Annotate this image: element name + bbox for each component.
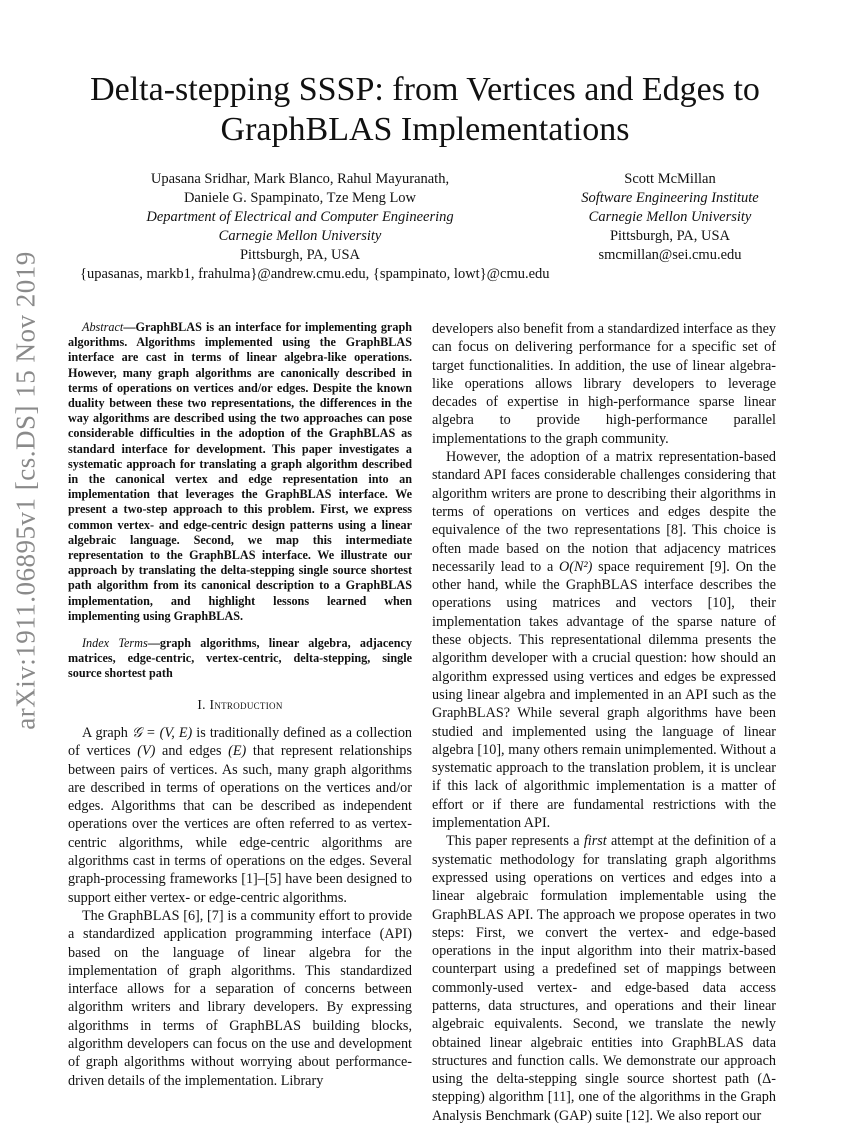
intro-p5-text-a: This paper represents a bbox=[446, 833, 584, 850]
author-university-sei: Carnegie Mellon University bbox=[588, 209, 752, 225]
intro-p1-text-b: is traditionally defined as a collection of vertices bbox=[68, 724, 413, 760]
author-name-sei: Scott McMillan bbox=[624, 171, 716, 187]
abstract bbox=[68, 320, 412, 624]
math-edges: (E) bbox=[228, 743, 247, 760]
title-line-1: Delta-stepping SSSP: from Vertices and Edges to bbox=[90, 71, 760, 108]
paper-title bbox=[60, 70, 790, 150]
author-university: Carnegie Mellon University bbox=[218, 228, 382, 244]
intro-paragraph-2: The GraphBLAS [6], [7] is a community effort to provide a standardized application programming interface (API) based on the language of linear algebra for the implementation of graph algorithms. This standardized interface allows for a separation of concerns between algorithm writers and library developers. By expressing algorithms in terms of GraphBLAS building blocks, algorithm developers can focus on the use and development of graph algorithms without worrying about performance-driven details of the implementation. Library bbox=[68, 907, 412, 1089]
intro-p1-text-c: and edges bbox=[155, 743, 229, 760]
author-email-sei: smcmillan@sei.cmu.edu bbox=[598, 247, 742, 263]
math-space-complexity: O(N²) bbox=[559, 558, 593, 575]
author-institute-sei: Software Engineering Institute bbox=[581, 190, 759, 206]
author-city: Pittsburgh, PA, USA bbox=[239, 247, 361, 263]
intro-p1-text-a: A graph bbox=[82, 724, 132, 741]
abstract-text: —GraphBLAS is an interface for implementing graph algorithms. Algorithms implemented using the GraphBLAS interface are cast in terms of linear algebra-like operations. However, many graph algorithms are canonically described in terms of operations on vertices and/or edges. Despite the known duality between these two representations, the differences in the way algorithms are described using the two approaches can pose considerable difficulties in the adoption of the GraphBLAS as standard interface for development. This paper investigates a systematic approach for translating a graph algorithm described in the canonical vertex and edge representation into an implementation that leverages the GraphBLAS interface. We present a two-step approach to this problem. First, we express common vertex- and edge-centric design patterns using a linear algebraic language. Second, we map this intermediate representation to the GraphBLAS interface. We illustrate our approach by translating the delta-stepping single source shortest path algorithm from its canonical description to a GraphBLAS implementation, and highlight lessons learned when implementing using GraphBLAS. bbox=[68, 320, 412, 623]
intro-p5-text-b: attempt at the definition of a systematic methodology for translating graph algorithms expressed using operations on vertices and edges into a linear algebraic formulation implementable using the GraphBLAS API. The approach we propose operates in two steps: First, we convert the vertex- and edge-based operations in the input algorithm into their matrix-based counterpart using a predefined set of mappings between commonly-used vertex- and edge-based data access patterns, data structures, and operations and their linear algebraic equivalents. Second, we translate the newly obtained linear algebraic entities into GraphBLAS data structures and function calls. We demonstrate our approach using the delta-stepping single source shortest path (Δ-stepping) algorithm [11], one of the algorithms in the Graph Analysis Benchmark (GAP) suite [12]. We also report our bbox=[432, 833, 776, 1124]
section-heading-introduction bbox=[68, 696, 412, 714]
intro-paragraph-3: developers also benefit from a standardized interface as they can focus on delivering performance for a specific set of target functionalities. In addition, the use of linear algebra-like operations allows library developers to leverage decades of expertise in high-performance sparse linear algebra to provide high-performance parallel implementations to the graph community. bbox=[432, 321, 776, 447]
intro-p4-text-a: However, the adoption of a matrix representation-based standard API faces considerable challenges considering that algorithm writers are prone to describing their algorithms in terms of operations on vertices and edges despite the equivalence of the two representations [8]. This choice is often made based on the notion that adjacency matrices necessarily lead to a bbox=[432, 449, 776, 575]
abstract-label: Abstract bbox=[82, 320, 124, 334]
author-department: Department of Electrical and Computer Engineering bbox=[146, 209, 454, 225]
intro-paragraph-5 bbox=[432, 832, 776, 1125]
author-city-sei: Pittsburgh, PA, USA bbox=[609, 228, 731, 244]
index-terms-text: —graph algorithms, linear algebra, adjacency matrices, edge-centric, vertex-centric, delta-stepping, single source shortest path bbox=[68, 636, 412, 681]
intro-p1-text-d: that represent relationships between pairs of vertices. As such, many graph algorithms are described in terms of operations on the vertices and/or edges. Algorithms that can be described as independent operations over the vertices are often referred to as vertex-centric algorithms, while edge-centric algorithms are algorithms cast in terms of operations on the edges. Several graph-processing frameworks [1]–[5] have been designed to support either vertex- or edge-centric algorithms. bbox=[68, 743, 412, 906]
index-terms bbox=[68, 636, 412, 682]
right-column bbox=[432, 320, 776, 1125]
intro-paragraph-4 bbox=[432, 448, 776, 832]
math-vertices: (V) bbox=[137, 743, 156, 760]
author-emails: {upasanas, markb1, frahulma}@andrew.cmu.edu, {spampinato, lowt}@cmu.edu bbox=[80, 266, 550, 282]
arxiv-stamp: arXiv:1911.06895v1 [cs.DS] 15 Nov 2019 bbox=[10, 250, 41, 730]
intro-p4-text-b: space requirement [9]. On the other hand, while the GraphBLAS interface describes the operations using matrices and vectors [10], their implementation takes advantage of the sparse nature of these objects. This representational dilemma presents the algorithm developer with a crucial question: how should an algorithm expressed using vertices and edges be expressed using linear algebra and implemented in an API such as the GraphBLAS? While several graph algorithms have been studied and implemented using the language of linear algebra [10], many others remain unimplemented. Without a systematic approach to the translation problem, it is unclear if this lack of algorithmic implementation is a matter of effort or if there are fundamental restrictions with the implementation API. bbox=[432, 558, 776, 832]
math-graph-def: 𝒢 = (V, E) bbox=[131, 724, 193, 741]
section-number: I. bbox=[197, 696, 206, 712]
author-names-1: Upasana Sridhar, Mark Blanco, Rahul Mayuranath, bbox=[150, 171, 450, 187]
section-title: Introduction bbox=[209, 696, 283, 712]
author-names-2: Daniele G. Spampinato, Tze Meng Low bbox=[183, 190, 417, 206]
author-block-cmu bbox=[80, 170, 550, 284]
left-column bbox=[68, 320, 412, 1090]
intro-paragraph-1 bbox=[68, 724, 412, 907]
author-block-sei bbox=[545, 170, 795, 265]
arxiv-sidebar bbox=[6, 250, 46, 730]
emphasis-first: first bbox=[583, 833, 607, 850]
index-terms-label: Index Terms bbox=[82, 636, 148, 651]
title-line-2: GraphBLAS Implementations bbox=[220, 111, 630, 148]
